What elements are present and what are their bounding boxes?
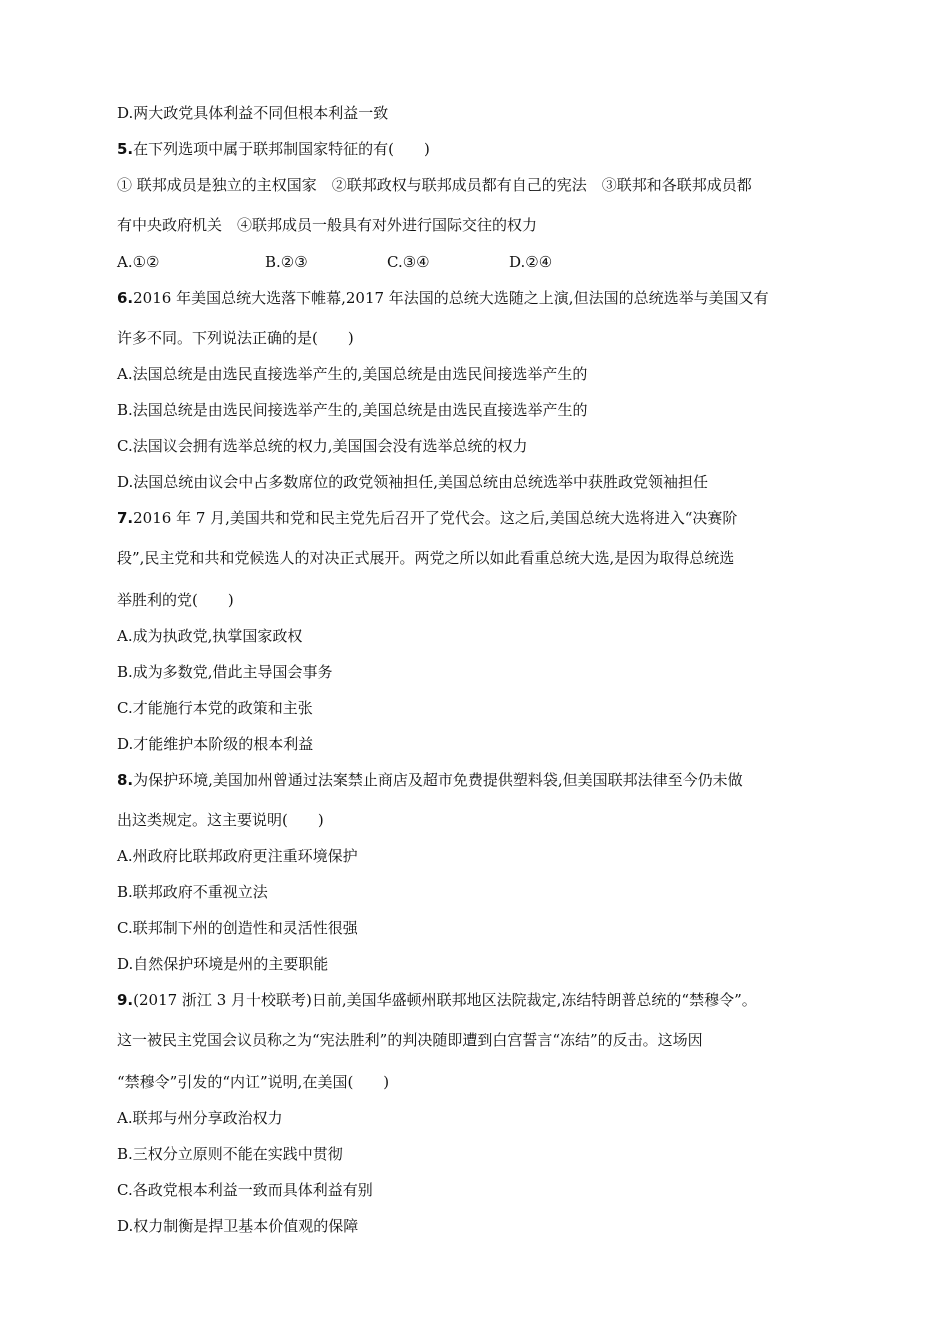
question-5-number: 5. bbox=[117, 140, 134, 158]
question-9-option-c: C.各政党根本利益一致而具体利益有别 bbox=[117, 1181, 373, 1199]
question-8-option-b: B.联邦政府不重视立法 bbox=[117, 883, 268, 901]
question-9-option-a: A.联邦与州分享政治权力 bbox=[117, 1109, 283, 1127]
question-8-option-d: D.自然保护环境是州的主要职能 bbox=[117, 955, 329, 973]
question-7-number: 7. bbox=[117, 509, 134, 527]
question-9-option-b: B.三权分立原则不能在实践中贯彻 bbox=[117, 1145, 343, 1163]
question-8-text: 为保护环境,美国加州曾通过法案禁止商店及超市免费提供塑料袋,但美国联邦法律至今仍未做 bbox=[133, 771, 743, 789]
question-7-option-b: B.成为多数党,借此主导国会事务 bbox=[117, 663, 333, 681]
question-5-option-c: C.③④ bbox=[387, 253, 430, 271]
question-4-option-d: D.两大政党具体利益不同但根本利益一致 bbox=[117, 104, 389, 122]
question-5-text: 在下列选项中属于联邦制国家特征的有( ) bbox=[133, 140, 430, 158]
question-7-text: 2016 年 7 月,美国共和党和民主党先后召开了党代会。这之后,美国总统大选将进入“决赛阶 bbox=[133, 509, 738, 527]
question-9-text: (2017 浙江 3 月十校联考)日前,美国华盛顿州联邦地区法院裁定,冻结特朗普总统的“禁穆令”。 bbox=[133, 991, 757, 1009]
question-9-stem-line-3: “禁穆令”引发的“内讧”说明,在美国( ) bbox=[117, 1073, 390, 1091]
question-6-stem-line-2: 许多不同。下列说法正确的是( ) bbox=[117, 329, 354, 347]
question-7-stem-line-2: 段”,民主党和共和党候选人的对决正式展开。两党之所以如此看重总统大选,是因为取得总统选 bbox=[117, 549, 735, 567]
question-6-option-d: D.法国总统由议会中占多数席位的政党领袖担任,美国总统由总统选举中获胜政党领袖担任 bbox=[117, 473, 709, 491]
question-8-stem-line-2: 出这类规定。这主要说明( ) bbox=[117, 811, 324, 829]
question-6-stem bbox=[117, 288, 769, 308]
question-5-option-b: B.②③ bbox=[265, 253, 308, 271]
question-8-option-c: C.联邦制下州的创造性和灵活性很强 bbox=[117, 919, 358, 937]
question-7-stem bbox=[117, 508, 737, 528]
question-6-option-c: C.法国议会拥有选举总统的权力,美国国会没有选举总统的权力 bbox=[117, 437, 528, 455]
question-5-option-d: D.②④ bbox=[509, 253, 553, 271]
question-7-stem-line-3: 举胜利的党( ) bbox=[117, 591, 234, 609]
question-9-stem-line-2: 这一被民主党国会议员称之为“宪法胜利”的判决随即遭到白宫誓言“冻结”的反击。这场因 bbox=[117, 1031, 703, 1049]
question-5-option-a: A.①② bbox=[117, 253, 160, 271]
question-7-option-a: A.成为执政党,执掌国家政权 bbox=[117, 627, 303, 645]
question-8-number: 8. bbox=[117, 771, 134, 789]
question-7-option-c: C.才能施行本党的政策和主张 bbox=[117, 699, 313, 717]
question-6-option-b: B.法国总统是由选民间接选举产生的,美国总统是由选民直接选举产生的 bbox=[117, 401, 588, 419]
question-5-statements-line-1: ① 联邦成员是独立的主权国家 ②联邦政权与联邦成员都有自己的宪法 ③联邦和各联邦成员都 bbox=[117, 176, 752, 194]
question-7-option-d: D.才能维护本阶级的根本利益 bbox=[117, 735, 314, 753]
question-8-option-a: A.州政府比联邦政府更注重环境保护 bbox=[117, 847, 358, 865]
question-9-number: 9. bbox=[117, 991, 134, 1009]
question-6-option-a: A.法国总统是由选民直接选举产生的,美国总统是由选民间接选举产生的 bbox=[117, 365, 588, 383]
question-6-number: 6. bbox=[117, 289, 134, 307]
question-5-statements-line-2: 有中央政府机关 ④联邦成员一般具有对外进行国际交往的权力 bbox=[117, 216, 538, 234]
question-8-stem bbox=[117, 770, 743, 790]
question-6-text: 2016 年美国总统大选落下帷幕,2017 年法国的总统大选随之上演,但法国的总统选举与美国又有 bbox=[133, 289, 769, 307]
question-9-stem bbox=[117, 990, 757, 1010]
question-5-stem bbox=[117, 139, 430, 159]
question-9-option-d: D.权力制衡是捍卫基本价值观的保障 bbox=[117, 1217, 359, 1235]
